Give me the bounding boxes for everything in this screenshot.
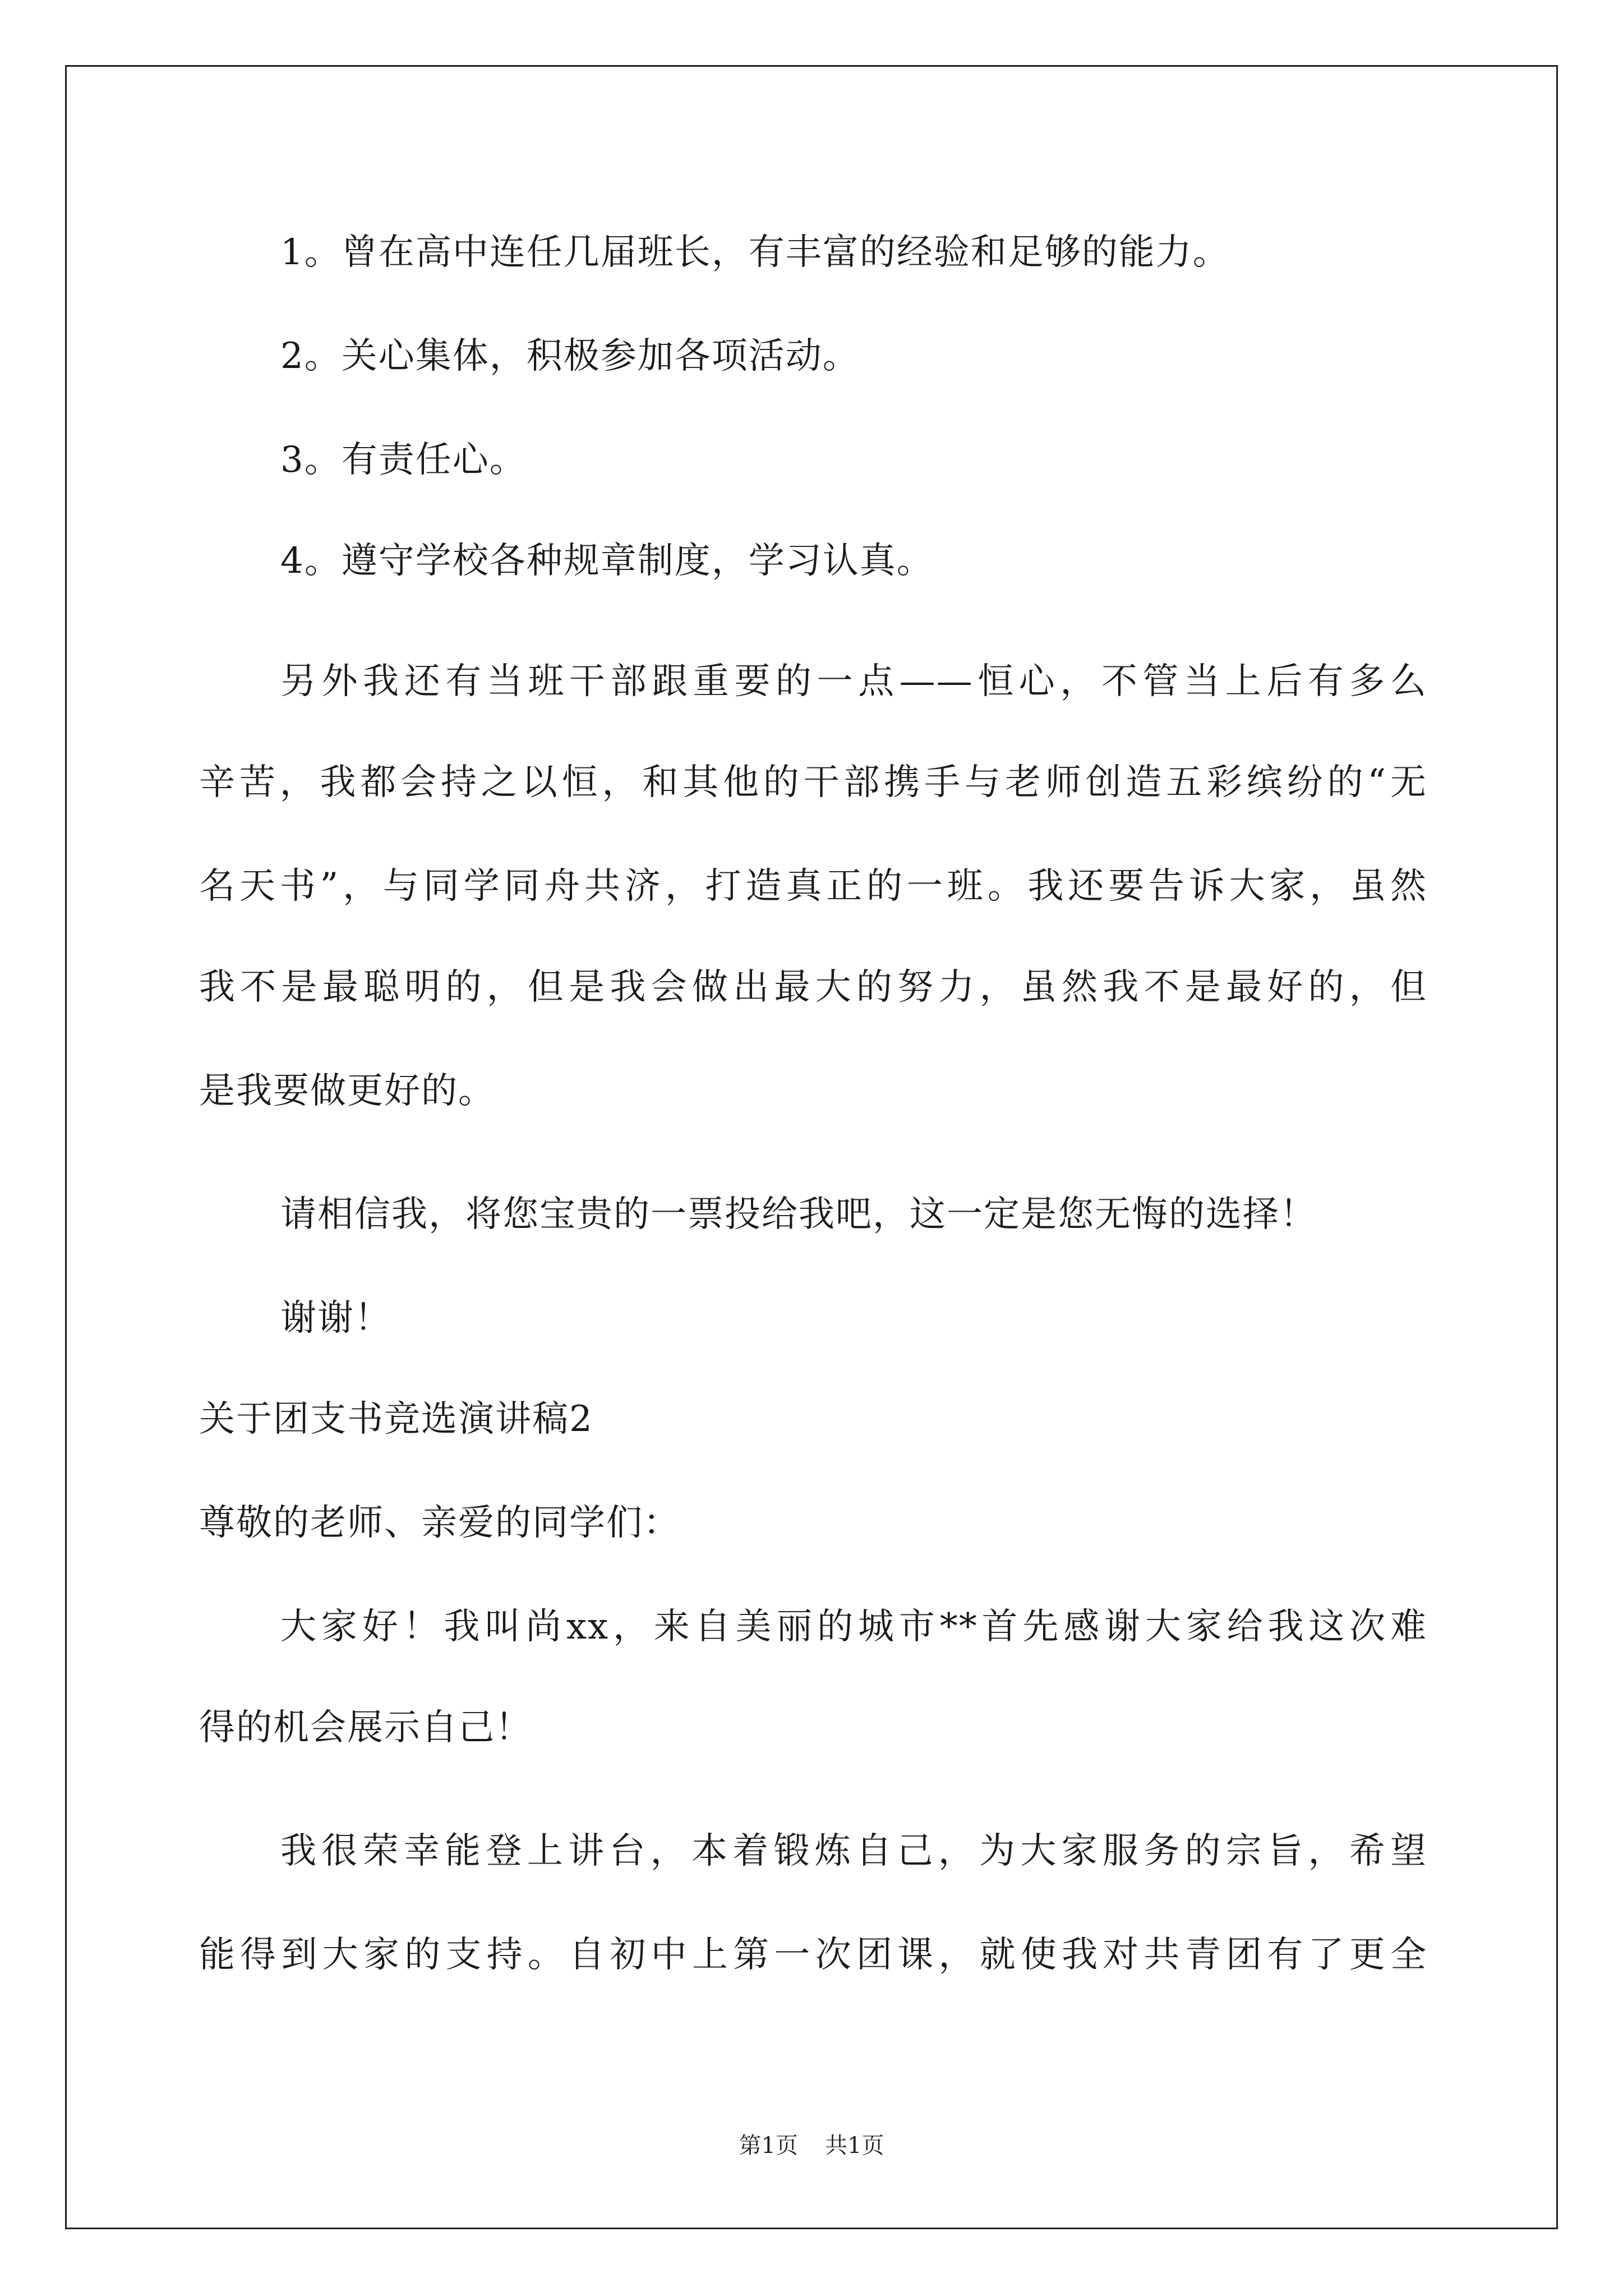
paragraph-line: 是我要做更好的。: [199, 1070, 495, 1112]
paragraph-line: 名天书”，与同学同舟共济，打造真正的一班。我还要告诉大家，虽然: [199, 866, 1427, 907]
list-item-4: 4。遵守学校各种规章制度，学习认真。: [280, 540, 934, 582]
paragraph-line: 请相信我，将您宝贵的一票投给我吧，这一定是您无悔的选择！: [280, 1194, 1317, 1235]
salutation: 尊敬的老师、亲爱的同学们：: [199, 1502, 680, 1544]
paragraph-line: 大家好！我叫尚xx，来自美丽的城市**首先感谢大家给我这次难: [280, 1606, 1427, 1648]
paragraph-line: 辛苦，我都会持之以恒，和其他的干部携手与老师创造五彩缤纷的“无: [199, 762, 1427, 803]
paragraph-line: 我很荣幸能登上讲台，本着锻炼自己，为大家服务的宗旨，希望: [280, 1830, 1427, 1872]
paragraph-line: 我不是最聪明的，但是我会做出最大的努力，虽然我不是最好的，但: [199, 967, 1427, 1008]
paragraph-line: 谢谢！: [280, 1297, 391, 1339]
page-number: 第1页: [739, 2133, 798, 2159]
page-border: [65, 65, 1558, 2229]
list-item-2: 2。关心集体，积极参加各项活动。: [280, 335, 860, 377]
paragraph-line: 另外我还有当班干部跟重要的一点——恒心，不管当上后有多么: [280, 661, 1427, 702]
page-total: 共1页: [825, 2133, 884, 2159]
page-footer: [0, 2132, 1623, 2160]
list-item-3: 3。有责任心。: [280, 439, 527, 481]
paragraph-line: 得的机会展示自己！: [199, 1707, 532, 1749]
paragraph-line: 能得到大家的支持。自初中上第一次团课，就使我对共青团有了更全: [199, 1934, 1427, 1976]
list-item-1: 1。曾在高中连任几届班长，有丰富的经验和足够的能力。: [280, 232, 1230, 273]
section-title: 关于团支书竞选演讲稿2: [199, 1398, 593, 1440]
